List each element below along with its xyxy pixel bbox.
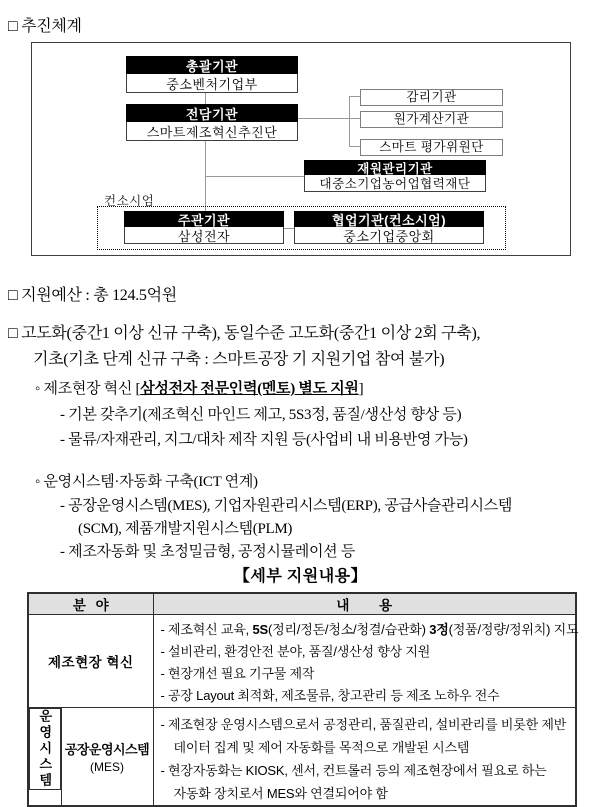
row1-b1-5s: 5S (252, 622, 268, 637)
heading-promotion-system: □ 추진체계 (8, 18, 82, 35)
connector-fund (205, 176, 304, 177)
row2-bullet-2-line-1: - 현장자동화는 KIOSK, 센서, 컨트롤러 등의 제조현장에서 필요로 하는 (160, 763, 547, 778)
mentor-note (136, 381, 364, 397)
org-box-general-name: 중소벤처기업부 (126, 74, 298, 93)
side-box-smart-committee: 스마트 평가위원단 (360, 139, 503, 156)
table-row-operation-system (28, 708, 576, 807)
row2-system-cell (61, 708, 153, 807)
connector-side-top-stub (349, 96, 360, 97)
row1-b1-3jeong: 3정 (429, 622, 449, 637)
row1-bullet-3: - 현장개선 필요 기구물 제작 (160, 666, 315, 681)
row1-b1-pre: - 제조혁신 교육, (160, 622, 253, 637)
row2-group-cell (29, 708, 61, 790)
row2-bullet-1-line-1: - 제조현장 운영시스템으로서 공정관리, 품질관리, 설비관리를 비롯한 제반 (160, 717, 567, 732)
connector-general-dedicated (205, 92, 206, 104)
operation-item-1-line-1: - 공장운영시스템(MES), 기업자원관리시스템(ERP), 공급사슬관리시스템 (60, 498, 513, 514)
manufacturing-title-text: ◦ 제조현장 혁신 (35, 381, 136, 397)
org-box-fund-title: 재원관리기관 (304, 160, 486, 175)
org-box-partner-title: 협업기관(컨소시엄) (294, 211, 484, 227)
row1-bullet-4: - 공장 Layout 최적화, 제조물류, 창고관리 등 제조 노하우 전수 (160, 688, 500, 703)
row2-bullet-1-line-2: 데이터 집계 및 제어 자동화를 목적으로 개발된 시스템 (173, 740, 470, 755)
org-box-partner-name: 중소기업중앙회 (294, 227, 484, 244)
org-box-fund-name: 대중소기업농어업협력재단 (304, 175, 486, 192)
org-box-host-title: 주관기관 (124, 211, 284, 227)
consortium-label: 컨소시엄 (104, 194, 155, 208)
row1-label: 제조현장 혁신 (28, 615, 153, 708)
operation-item-1-line-2: (SCM), 제품개발지원시스템(PLM) (78, 521, 293, 537)
budget-line: □ 지원예산 : 총 124.5억원 (8, 287, 177, 304)
support-table (27, 592, 577, 807)
row2-system-sub: (MES) (90, 760, 124, 774)
org-box-dedicated-title: 전담기관 (126, 104, 298, 122)
connector-dedicated-side (298, 118, 360, 119)
row1-bullet-2: - 설비관리, 환경안전 분야, 품질/생산성 향상 지원 (160, 644, 431, 659)
org-box-dedicated-name: 스마트제조혁신추진단 (126, 122, 298, 141)
table-header-content: 내 용 (153, 593, 576, 615)
bracket-open: [ (135, 381, 141, 397)
manufacturing-item-1: - 기본 갖추기(제조혁신 마인드 제고, 5S3정, 품질/생산성 향상 등) (60, 407, 462, 423)
operation-section-title: ◦ 운영시스템·자동화 구축(ICT 연계) (35, 474, 258, 490)
side-box-supervision: 감리기관 (360, 89, 503, 106)
org-box-host-agency (124, 211, 284, 244)
row2-system-name: 공장운영시스템 (64, 742, 150, 757)
level-line-1: □ 고도화(중간1 이상 신규 구축), 동일수준 고도화(중간1 이상 2회 구축), (8, 325, 481, 342)
org-box-dedicated-agency (126, 104, 298, 141)
table-row-manufacturing (28, 615, 576, 708)
level-line-2: 기초(기초 단계 신규 구축 : 스마트공장 기 지원기업 참여 불가) (33, 351, 445, 368)
row1-bullet-1 (160, 619, 579, 641)
connector-side-vertical (349, 96, 350, 147)
manufacturing-section-title (35, 377, 363, 398)
row2-content (153, 708, 576, 807)
detail-support-caption: 【세부 지원내용】 (233, 568, 368, 585)
org-box-fund-agency (304, 160, 486, 192)
org-box-host-name: 삼성전자 (124, 227, 284, 244)
row2-group-label: 운영시스템 (37, 709, 53, 789)
bracket-close: ] (358, 381, 364, 397)
manufacturing-item-2: - 물류/자재관리, 지그/대차 제작 지원 등(사업비 내 비용반영 가능) (60, 432, 468, 448)
org-box-partner-agency (294, 211, 484, 244)
org-diagram (31, 42, 571, 256)
org-box-general-title: 총괄기관 (126, 56, 298, 74)
org-box-general-agency (126, 56, 298, 93)
connector-side-bottom-stub (349, 146, 360, 147)
operation-item-2: - 제조자동화 및 초정밀금형, 공정시뮬레이션 등 (60, 544, 356, 560)
row1-content (153, 615, 579, 708)
row1-b1-post: (정품/정량/정위치) 지도 (448, 622, 579, 637)
row1-b1-mid: (정리/정돈/청소/청결/습관화) (267, 622, 430, 637)
table-header-field: 분 야 (28, 593, 153, 615)
side-box-cost-calc: 원가계산기관 (360, 111, 503, 128)
row2-bullet-2-line-2: 자동화 장치로서 MES와 연결되어야 함 (173, 786, 388, 801)
mentor-note-text: 삼성전자 전문인력(멘토) 별도 지원 (140, 381, 359, 397)
table-header-row (28, 593, 576, 615)
